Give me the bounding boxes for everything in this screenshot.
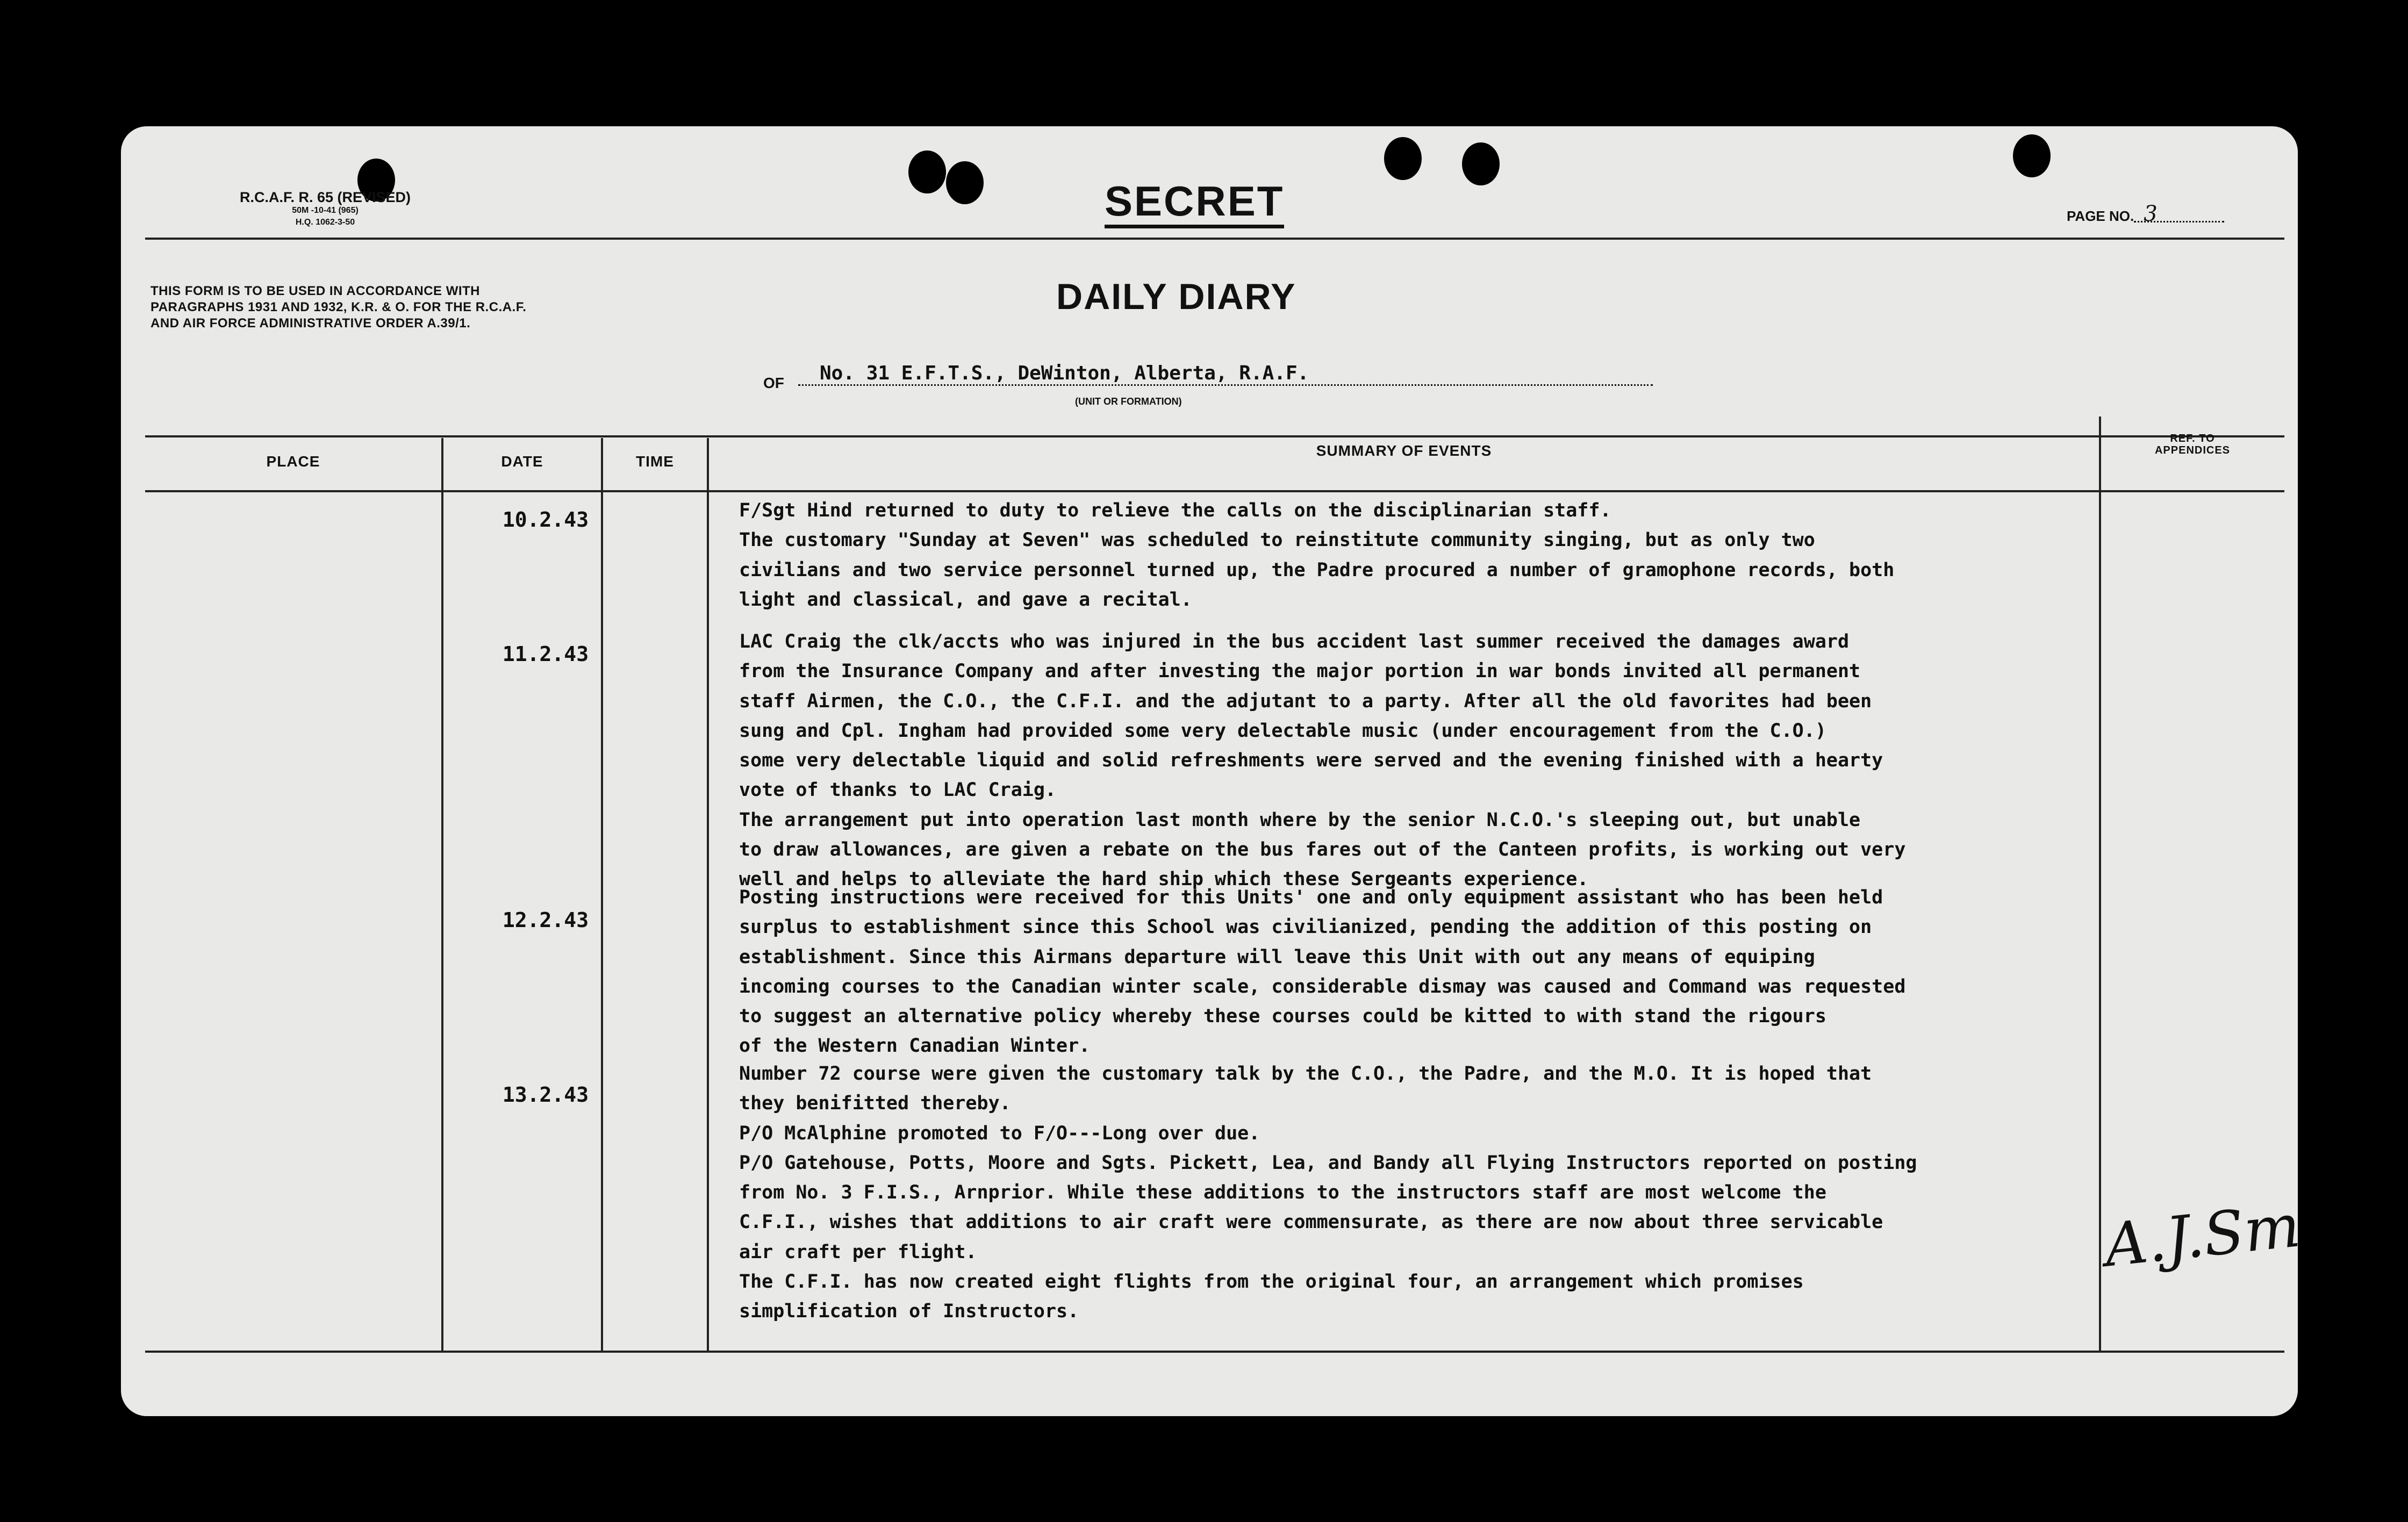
punch-hole — [1384, 137, 1422, 180]
summary-line: F/Sgt Hind returned to duty to relieve the calls on the disciplinarian staff. — [739, 500, 1611, 521]
summary-line: Posting instructions were received for this Units' one and only equipment assistant who has been held — [739, 887, 1883, 908]
column-header-ref-line2: APPENDICES — [2154, 444, 2231, 456]
summary-line: air craft per flight. — [739, 1241, 977, 1263]
punch-hole — [908, 150, 946, 193]
summary-line: LAC Craig the clk/accts who was injured in the bus accident last summer received the damages award — [739, 631, 1850, 652]
column-divider — [707, 438, 709, 1351]
summary-line: The customary "Sunday at Seven" was scheduled to reinstitute community singing, but as only two — [739, 529, 1815, 551]
summary-line: from the Insurance Company and after investing the major portion in war bonds invited all permanent — [739, 661, 1861, 683]
form-code — [153, 190, 497, 228]
form-code-print: 50M -10-41 (965) — [292, 206, 359, 215]
form-notice: THIS FORM IS TO BE USED IN ACCORDANCE WITH PARAGRAPHS 1931 AND 1932, K.R. & O. FOR THE R.C.A.F. AND AIR FORCE ADMINISTRATIVE ORDER A.39/1. — [150, 284, 527, 331]
summary-line: staff Airmen, the C.O., the C.F.I. and the adjutant to a party. After all the old favorites had been — [739, 690, 1872, 712]
summary-line: incoming courses to the Canadian winter scale, considerable dismay was caused and Command was requested — [739, 975, 1906, 997]
column-divider — [601, 438, 603, 1351]
column-header-time: TIME — [636, 453, 674, 470]
unit-caption: (UNIT OR FORMATION) — [1075, 396, 1182, 407]
table-top-rule — [145, 435, 2284, 437]
table-bottom-rule — [145, 1351, 2284, 1353]
summary-line: establishment. Since this Airmans departure will leave this Unit with out any means of equiping — [739, 946, 1815, 968]
page-number-value: 3 — [2134, 207, 2224, 222]
column-header-place: PLACE — [266, 453, 320, 470]
summary-line: some very delectable liquid and solid refreshments were served and the evening finished with a hearty — [739, 750, 1883, 772]
summary-line: to draw allowances, are given a rebate on the bus fares out of the Canteen profits, is working out very — [739, 839, 1906, 861]
summary-line: P/O Gatehouse, Potts, Moore and Sgts. Pickett, Lea, and Bandy all Flying Instructors reported on posting — [739, 1152, 1917, 1174]
summary-line: light and classical, and gave a recital. — [739, 588, 1192, 611]
summary-line: surplus to establishment since this School was civilianized, pending the addition of this posting on — [739, 916, 1872, 938]
punch-hole — [1462, 142, 1500, 185]
column-header-date: DATE — [501, 453, 543, 470]
entry-summary — [739, 627, 2228, 895]
entry-date: 13.2.43 — [502, 1083, 589, 1107]
page-number — [2067, 202, 2224, 226]
of-label: OF — [763, 375, 784, 391]
unit-field: No. 31 E.F.T.S., DeWinton, Alberta, R.A.F. — [798, 363, 1653, 386]
punch-hole — [2013, 134, 2051, 177]
column-header-appendices — [2101, 433, 2284, 456]
summary-line: sung and Cpl. Ingham had provided some very delectable music (under encouragement from the C.O.) — [739, 720, 1826, 742]
entry-date: 12.2.43 — [502, 908, 589, 932]
summary-line: to suggest an alternative policy whereby these courses could be kitted to with stand the rigours — [739, 1006, 1826, 1028]
summary-line: Number 72 course were given the customary talk by the C.O., the Padre, and the M.O. It is hoped that — [739, 1063, 1872, 1085]
summary-line: of the Western Canadian Winter. — [739, 1035, 1091, 1057]
form-code-hq: H.Q. 1062-3-50 — [295, 218, 355, 227]
summary-line: P/O McAlphine promoted to F/O---Long over due. — [739, 1122, 1260, 1144]
summary-line: from No. 3 F.I.S., Arnprior. While these additions to the instructors staff are most welcome the — [739, 1182, 1826, 1204]
summary-line: civilians and two service personnel turned up, the Padre procured a number of gramophone records, both — [739, 559, 1895, 581]
form-code-main: R.C.A.F. R. 65 (REVISED) — [239, 189, 411, 205]
diary-form — [121, 126, 2304, 1416]
summary-line: simplification of Instructors. — [739, 1301, 1079, 1323]
summary-line: well and helps to alleviate the hard ship which these Sergeants experience. — [739, 868, 1589, 891]
page-number-label: PAGE NO. — [2067, 208, 2134, 224]
entry-summary — [739, 496, 2228, 615]
handwritten-initials: A.J.Sm — [2101, 1191, 2304, 1280]
entry-date: 11.2.43 — [502, 642, 589, 666]
punch-hole — [946, 161, 984, 204]
column-divider — [441, 438, 443, 1351]
header-rule — [145, 238, 2284, 240]
column-header-summary: SUMMARY OF EVENTS — [1316, 442, 1492, 459]
security-classification: SECRET — [1105, 177, 1284, 228]
table-header-rule — [145, 490, 2284, 492]
entry-summary — [739, 883, 2228, 1061]
summary-line: The arrangement put into operation last month where by the senior N.C.O.'s sleeping out, but unable — [739, 809, 1861, 831]
diary-title: DAILY DIARY — [1056, 276, 1296, 317]
column-header-ref-line1: REF. TO — [2170, 433, 2215, 444]
summary-line: The C.F.I. has now created eight flights from the original four, an arrangement which promises — [739, 1271, 1804, 1293]
entry-date: 10.2.43 — [502, 508, 589, 532]
summary-line: vote of thanks to LAC Craig. — [739, 779, 1057, 801]
summary-line: they benifitted thereby. — [739, 1093, 1011, 1115]
summary-line: C.F.I., wishes that additions to air craft were commensurate, as there are now about three servicable — [739, 1211, 1883, 1233]
entry-summary — [739, 1059, 2228, 1327]
